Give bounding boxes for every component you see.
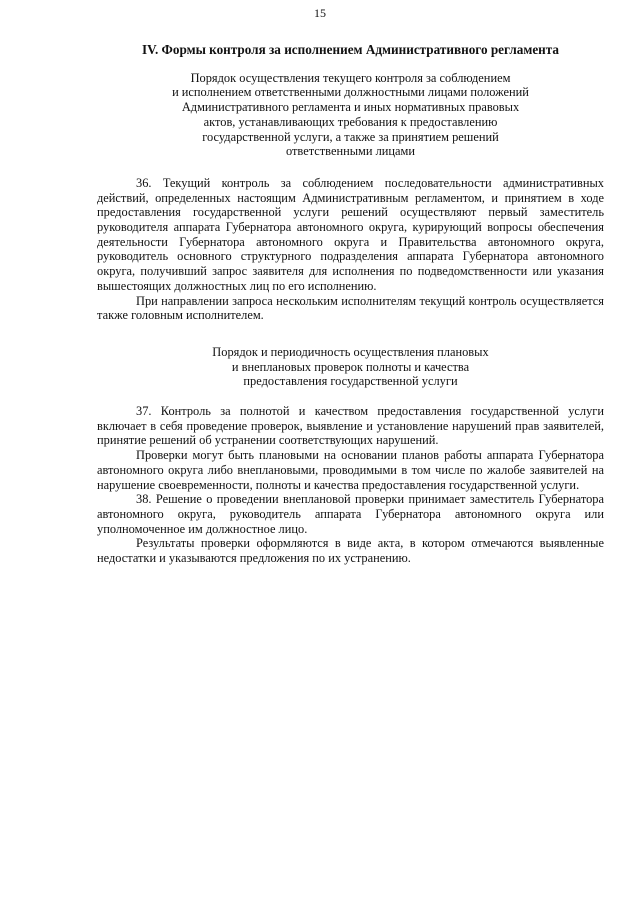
heading-line: и исполнением ответственными должностными лицами положений bbox=[172, 85, 529, 100]
heading-line: предоставления государственной услуги bbox=[243, 374, 458, 389]
heading-line: государственной услуги, а также за принятием решений bbox=[202, 129, 499, 144]
paragraph-37: 37. Контроль за полнотой и качеством предоставления государственной услуги включает в себя проведение проверок, выявление и установление нарушений прав заявителей, принятие решений об устранении соответствующих нарушений. bbox=[97, 404, 604, 448]
paragraph-36: 36. Текущий контроль за соблюдением последовательности административных действий, определенных настоящим Административным регламентом, и принятием в ходе предоставления государственной услуги решений осуществляют первый заместитель руководителя аппарата Губернатора автономного округа, курирующий вопросы обеспечения деятельности Губернатора автономного округа и Правительства автономного округа, руководитель основного структурного подразделения аппарата Губернатора автономного округа, получивший запрос заявителя для исполнения по подведомственности или указания вышестоящих должностных лиц по его исполнению. bbox=[97, 175, 604, 293]
heading-line: актов, устанавливающих требования к предоставлению bbox=[203, 114, 498, 129]
subsection-heading bbox=[97, 71, 604, 159]
heading-line: ответственными лицами bbox=[285, 144, 416, 159]
paragraph: Проверки могут быть плановыми на основании планов работы аппарата Губернатора автономного округа либо внеплановыми, проводимыми в том числе по жалобе заявителей на нарушение своевременности, полноты и качества предоставления государственной услуги. bbox=[97, 448, 604, 492]
heading-line: Порядок осуществления текущего контроля за соблюдением bbox=[190, 70, 511, 85]
heading-line: Порядок и периодичность осуществления плановых bbox=[212, 344, 489, 359]
paragraph: Результаты проверки оформляются в виде акта, в котором отмечаются выявленные недостатки и указываются предложения по их устранению. bbox=[97, 536, 604, 566]
heading-line: и внеплановых проверок полноты и качества bbox=[231, 359, 470, 374]
page-content bbox=[97, 43, 604, 566]
heading-line: Административного регламента и иных нормативных правовых bbox=[181, 100, 520, 115]
paragraph: При направлении запроса нескольким исполнителям текущий контроль осуществляется также головным исполнителем. bbox=[97, 293, 604, 323]
subsection-heading bbox=[97, 345, 604, 389]
section-title: IV. Формы контроля за исполнением Административного регламента bbox=[141, 42, 559, 57]
page-number: 15 bbox=[314, 6, 326, 20]
paragraph-38: 38. Решение о проведении внеплановой проверки принимает заместитель Губернатора автономного округа, руководитель аппарата Губернатора автономного округа или уполномоченное им должностное лицо. bbox=[97, 492, 604, 536]
